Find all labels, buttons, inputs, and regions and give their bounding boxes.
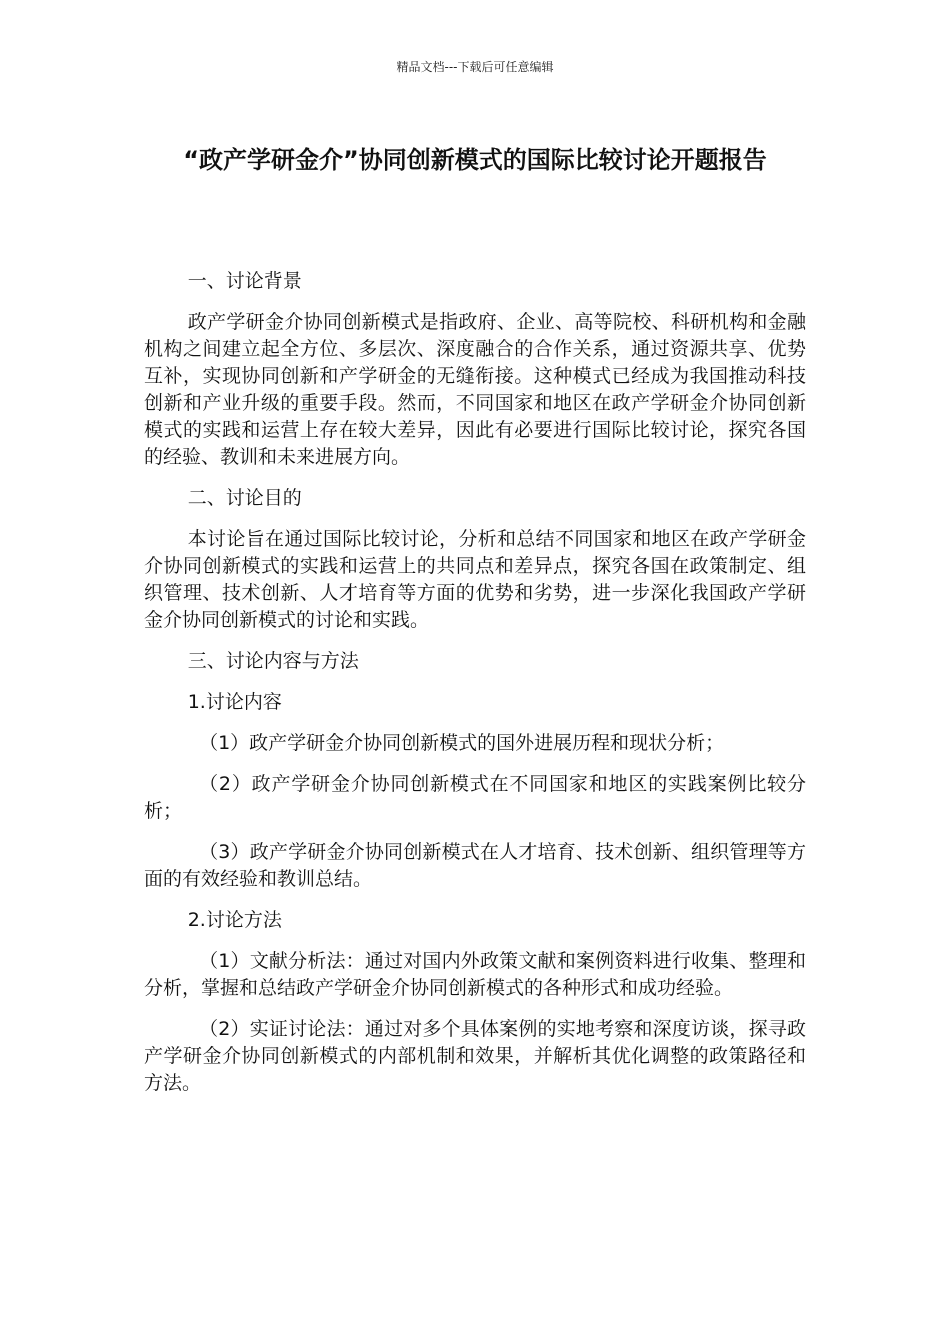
list-item-content-3: （3）政产学研金介协同创新模式在人才培育、技术创新、组织管理等方面的有效经验和教训总结。 xyxy=(144,841,806,890)
list-item-method-2: （2）实证讨论法：通过对多个具体案例的实地考察和深度访谈，探寻政产学研金介协同创新模式的内部机制和效果，并解析其优化调整的政策路径和方法。 xyxy=(144,1018,806,1094)
document-title: “政产学研金介”协同创新模式的国际比较讨论开题报告 xyxy=(183,146,767,174)
section-heading-content-method: 三、讨论内容与方法 xyxy=(187,650,359,672)
section-heading-background: 一、讨论背景 xyxy=(187,270,302,292)
list-item-content-1: （1）政产学研金介协同创新模式的国外进展历程和现状分析； xyxy=(199,732,725,754)
header-note: 精品文档---下载后可任意编辑 xyxy=(396,60,554,74)
list-item-method-1: （1）文献分析法：通过对国内外政策文献和案例资料进行收集、整理和分析，掌握和总结政产学研金介协同创新模式的各种形式和成功经验。 xyxy=(144,950,806,999)
section-heading-purpose: 二、讨论目的 xyxy=(187,487,302,509)
paragraph-background: 政产学研金介协同创新模式是指政府、企业、高等院校、科研机构和金融机构之间建立起全方位、多层次、深度融合的合作关系，通过资源共享、优势互补，实现协同创新和产学研金的无缝衔接。这种模式已经成为我国推动科技创新和产业升级的重要手段。然而，不同国家和地区在政产学研金介协同创新模式的实践和运营上存在较大差异，因此有必要进行国际比较讨论，探究各国的经验、教训和未来进展方向。 xyxy=(144,311,806,468)
document-body xyxy=(144,268,806,1111)
paragraph-purpose: 本讨论旨在通过国际比较讨论，分析和总结不同国家和地区在政产学研金介协同创新模式的实践和运营上的共同点和差异点，探究各国在政策制定、组织管理、技术创新、人才培育等方面的优势和劣势，进一步深化我国政产学研金介协同创新模式的讨论和实践。 xyxy=(144,528,806,631)
subheading-method: 2.讨论方法 xyxy=(187,909,282,931)
list-item-content-2: （2）政产学研金介协同创新模式在不同国家和地区的实践案例比较分析； xyxy=(144,773,806,822)
subheading-content: 1.讨论内容 xyxy=(187,691,282,713)
